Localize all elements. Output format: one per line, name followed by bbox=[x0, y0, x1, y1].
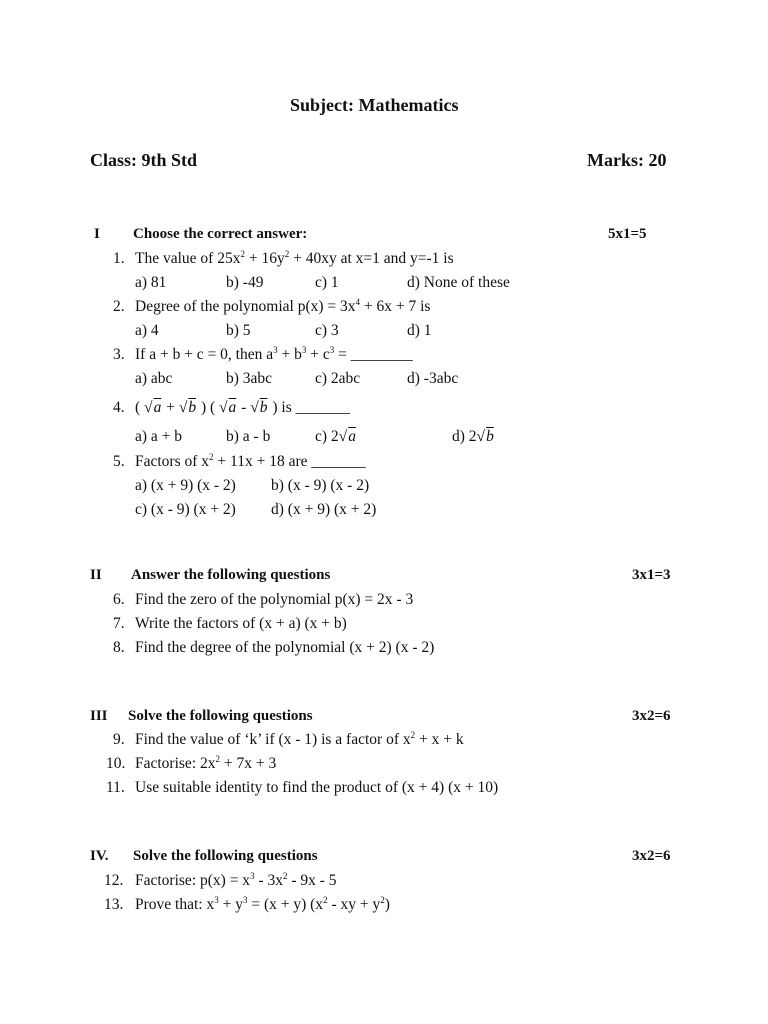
option-d: d) (x + 9) (x + 2) bbox=[271, 501, 377, 518]
section-title: Solve the following questions bbox=[128, 708, 313, 724]
option-b: b) (x - 9) (x - 2) bbox=[271, 477, 370, 494]
question-number: 12. bbox=[104, 872, 124, 889]
option-a: a) 4 bbox=[135, 322, 159, 339]
question-number: 13. bbox=[104, 896, 124, 913]
option-b: b) 5 bbox=[226, 322, 251, 339]
option-c: c) 1 bbox=[315, 274, 339, 291]
question-text: Prove that: $x^3 + y^3 = (x + y)$ ($x^2$ - xy + $y^2$) bbox=[135, 895, 390, 913]
option-b: b) -49 bbox=[226, 274, 264, 291]
option-c: c) (x - 9) (x + 2) bbox=[135, 501, 236, 518]
question-number: 6. bbox=[113, 591, 125, 608]
question-number: 4. bbox=[113, 399, 125, 416]
sqrt-icon: √ bbox=[219, 399, 228, 416]
question-number: 10. bbox=[106, 755, 126, 772]
question-text: Use suitable identity to find the product of (x + 4) (x + 10) bbox=[135, 779, 499, 796]
question-number: 1. bbox=[113, 250, 125, 267]
option-d: d) None of these bbox=[407, 274, 510, 291]
section-number: II bbox=[90, 567, 102, 583]
question-text: Factors of $x^2 + 11x + 18$ are _______ bbox=[135, 452, 366, 470]
question-number: 7. bbox=[113, 615, 125, 632]
question-number: 9. bbox=[113, 731, 125, 748]
option-a: a) a + b bbox=[135, 428, 183, 445]
question-number: 11. bbox=[106, 779, 125, 796]
section-number: I bbox=[94, 226, 100, 242]
question-number: 8. bbox=[113, 639, 125, 656]
option-a: a) (x + 9) (x - 2) bbox=[135, 477, 236, 494]
option-a: a) 81 bbox=[135, 274, 167, 291]
question-text: Factorise: $p(x) = x^3 - 3x^2 - 9x - 5$ bbox=[135, 871, 337, 889]
question-text: Degree of the polynomial $p(x) = 3x^4 + 6x + 7$ is bbox=[135, 297, 431, 315]
question-text: Write the factors of (x + a) (x + b) bbox=[135, 615, 347, 632]
option-b: b) a - b bbox=[226, 428, 271, 445]
section-marks: 5x1=5 bbox=[608, 226, 647, 242]
option-b: b) 3abc bbox=[226, 370, 273, 387]
question-text: Find the zero of the polynomial p(x) = 2x - 3 bbox=[135, 591, 414, 608]
sqrt-icon: √ bbox=[250, 399, 259, 416]
sqrt-icon: √ bbox=[144, 399, 153, 416]
section-marks: 3x1=3 bbox=[632, 567, 671, 583]
question-text: Find the value of ‘k’ if (x - 1) is a factor of $x^2 + x + k$ bbox=[135, 730, 464, 748]
option-c: c) 3 bbox=[315, 322, 339, 339]
question-number: 2. bbox=[113, 298, 125, 315]
option-c: c) 2√a bbox=[315, 428, 356, 445]
option-d: d) 2√b bbox=[452, 428, 494, 445]
section-title: Solve the following questions bbox=[133, 848, 318, 864]
option-d: d) 1 bbox=[407, 322, 432, 339]
question-number: 3. bbox=[113, 346, 125, 363]
marks-label: Marks: 20 bbox=[587, 150, 667, 170]
sqrt-icon: √ bbox=[476, 428, 486, 445]
question-text: Factorise: $2x^2 + 7x + 3$ bbox=[135, 754, 277, 772]
class-label: Class: 9th Std bbox=[90, 150, 198, 170]
section-number: IV. bbox=[90, 848, 109, 864]
question-text: Find the degree of the polynomial (x + 2) (x - 2) bbox=[135, 639, 435, 656]
sqrt-icon: √ bbox=[178, 399, 188, 416]
option-d: d) -3abc bbox=[407, 370, 459, 387]
question-text: ( √a + √b ) ( √a - √b ) is _______ bbox=[135, 399, 350, 416]
question-number: 5. bbox=[113, 453, 125, 470]
question-text: The value of $25x^2 + 16y^2 + 40xy$ at x=1 and y=-1 is bbox=[135, 249, 454, 267]
option-c: c) 2abc bbox=[315, 370, 361, 387]
question-text: If a + b + c = 0, then $a^3 + b^3 + c^3$ = ________ bbox=[135, 345, 413, 363]
section-title: Choose the correct answer: bbox=[133, 226, 308, 242]
section-title: Answer the following questions bbox=[131, 567, 331, 583]
section-marks: 3x2=6 bbox=[632, 848, 671, 864]
page-title: Subject: Mathematics bbox=[290, 95, 459, 115]
section-number: III bbox=[90, 708, 108, 724]
sqrt-icon: √ bbox=[338, 428, 348, 445]
section-marks: 3x2=6 bbox=[632, 708, 671, 724]
option-a: a) abc bbox=[135, 370, 173, 387]
